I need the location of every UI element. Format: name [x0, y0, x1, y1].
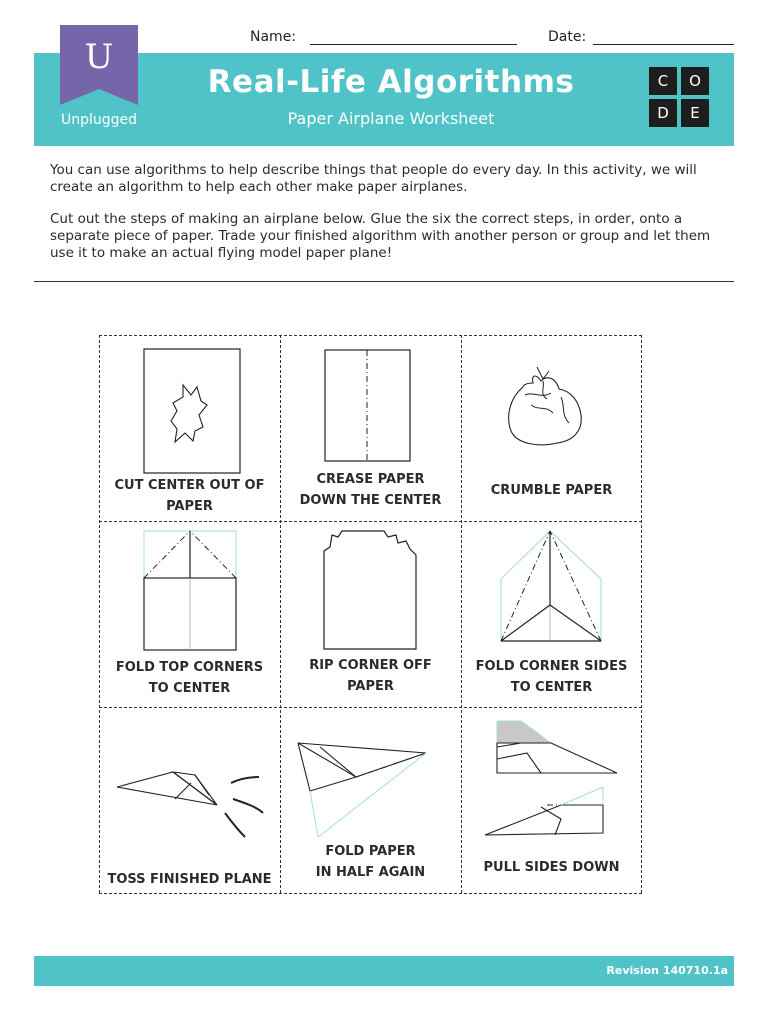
- step-label-line: PAPER: [166, 499, 213, 514]
- intro-paragraph-1: You can use algorithms to help describe things that people do every day. In this activity, we will create an algorithm to help each other make paper airplanes.: [50, 162, 697, 195]
- step-label-line: FOLD CORNER SIDES: [475, 659, 628, 674]
- step-card-cut-center[interactable]: [99, 335, 280, 521]
- badge-letter: U: [84, 37, 114, 77]
- step-label-line: TOSS FINISHED PLANE: [107, 872, 272, 887]
- step-card-fold-half-again[interactable]: [280, 707, 461, 893]
- logo-letter-d: D: [649, 99, 677, 127]
- step-card-crumble-paper[interactable]: [461, 335, 642, 521]
- date-field[interactable]: [593, 44, 734, 45]
- step-label: [284, 655, 457, 697]
- logo-letter-o: O: [681, 67, 709, 95]
- step-label: [284, 841, 457, 883]
- unplugged-caption: Unplugged: [60, 112, 138, 128]
- step-label: [465, 656, 638, 698]
- step-label-line: PAPER: [347, 679, 394, 694]
- name-field[interactable]: [310, 44, 517, 45]
- step-label-line: CREASE PAPER: [316, 472, 425, 487]
- step-card-crease-paper[interactable]: [280, 335, 461, 521]
- step-label: [103, 475, 276, 517]
- intro-text: [50, 162, 730, 277]
- flying-plane-icon: [99, 707, 280, 893]
- step-label-line: TO CENTER: [510, 680, 593, 695]
- step-label: [284, 469, 457, 511]
- step-label: [103, 657, 276, 699]
- revision-label: Revision 140710.1a: [606, 964, 728, 977]
- step-label-line: RIP CORNER OFF: [309, 658, 432, 673]
- step-label: [103, 869, 276, 890]
- step-card-rip-corner[interactable]: [280, 521, 461, 707]
- step-label: [465, 480, 638, 501]
- page-title: Real-Life Algorithms: [207, 64, 575, 100]
- page-subtitle: Paper Airplane Worksheet: [287, 109, 495, 128]
- step-label-line: DOWN THE CENTER: [299, 493, 442, 508]
- cut-line: [99, 893, 642, 894]
- step-label-line: FOLD PAPER: [325, 844, 416, 859]
- step-label: [465, 857, 638, 878]
- step-label-line: PULL SIDES DOWN: [483, 860, 620, 875]
- step-label-line: FOLD TOP CORNERS: [115, 660, 264, 675]
- step-card-fold-corner-sides[interactable]: [461, 521, 642, 707]
- name-label: Name:: [250, 29, 297, 45]
- step-card-toss-plane[interactable]: [99, 707, 280, 893]
- divider: [34, 281, 734, 282]
- intro-paragraph-2: Cut out the steps of making an airplane below. Glue the six the correct steps, in order, onto a separate piece of paper. Trade your finished algorithm with another person or group and let them use it to make an actual flying model paper plane!: [50, 211, 711, 261]
- step-label-line: IN HALF AGAIN: [315, 865, 426, 880]
- step-card-fold-top-corners[interactable]: [99, 521, 280, 707]
- footer-bar: [34, 956, 734, 986]
- unplugged-badge: [60, 25, 138, 105]
- step-card-pull-sides-down[interactable]: [461, 707, 642, 893]
- step-label-line: CRUMBLE PAPER: [490, 483, 613, 498]
- logo-letter-c: C: [649, 67, 677, 95]
- logo-letter-e: E: [681, 99, 709, 127]
- code-logo: [649, 67, 711, 129]
- step-label-line: CUT CENTER OUT OF: [114, 478, 265, 493]
- date-label: Date:: [548, 29, 587, 45]
- step-label-line: TO CENTER: [148, 681, 231, 696]
